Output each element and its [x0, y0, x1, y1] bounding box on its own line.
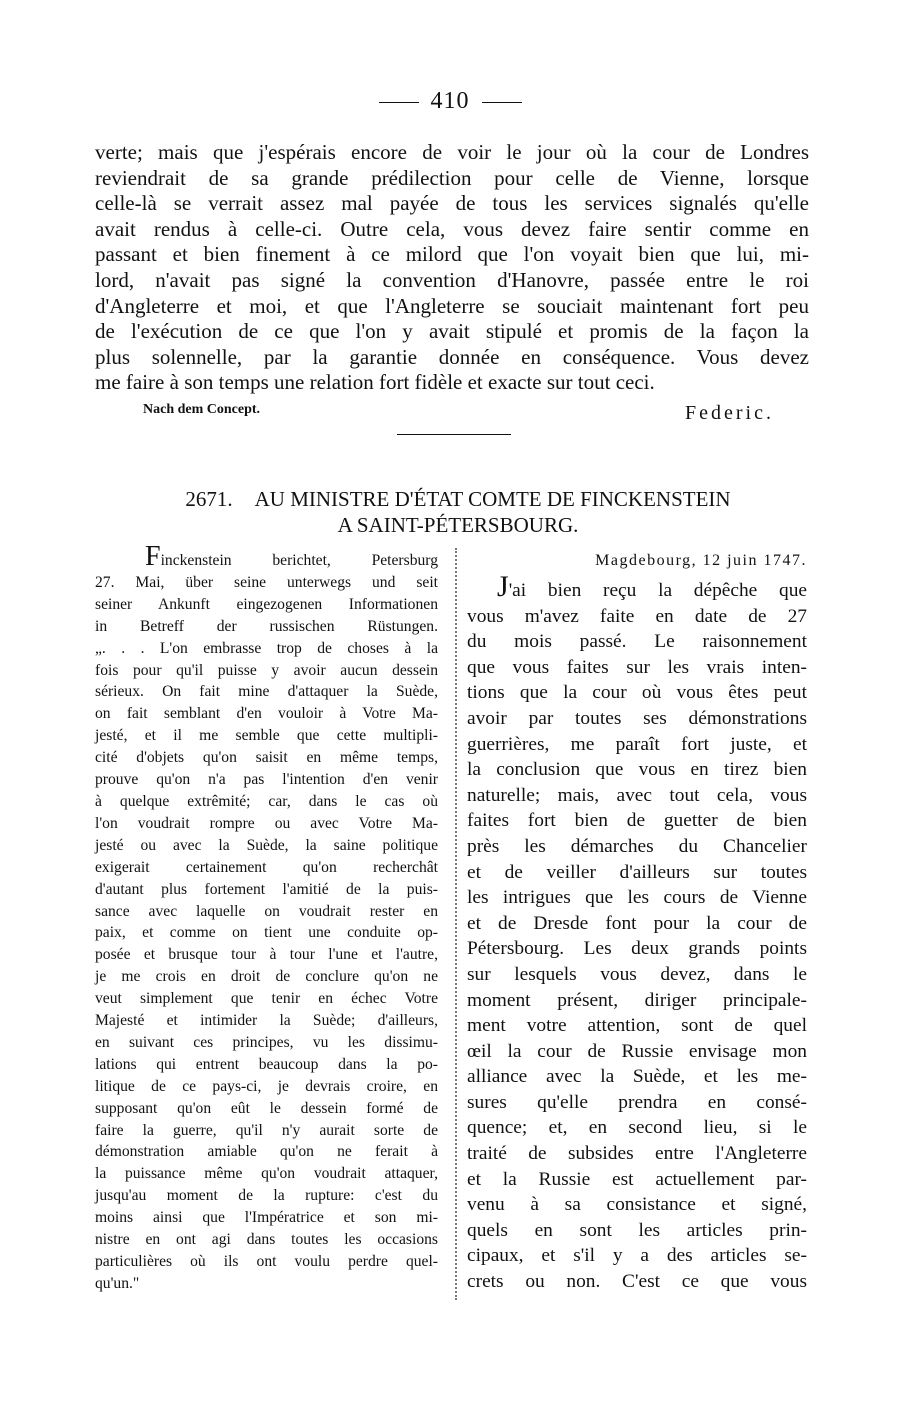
summary-line: jusqu'au moment de la rupture: c'est du	[95, 1187, 438, 1205]
summary-line: in Betreff der russischen Rüstungen.	[95, 617, 438, 635]
summary-line: moins ainsi que l'Impératrice et son mi-	[95, 1209, 438, 1227]
summary-line: sérieux. On fait mine d'attaquer la Suède,	[95, 683, 438, 701]
letter-line: la conclusion que vous en tirez bien	[467, 759, 807, 781]
summary-first-line	[95, 541, 438, 572]
letter-line: cipaux, et s'il y a des articles se-	[467, 1245, 807, 1267]
dateline: Magdebourg, 12 juin 1747.	[595, 552, 807, 569]
continued-text-line: passant et bien finement à ce milord que l'on voyait bien que lui, mi-	[95, 242, 809, 267]
summary-line: jesté, et il me semble que cette multipli-	[95, 727, 438, 745]
letter-line: avoir par toutes ses démonstrations	[467, 707, 807, 729]
letter-line: près les démarches du Chancelier	[467, 835, 807, 857]
page-number	[0, 88, 900, 115]
signature: Federic.	[685, 402, 774, 424]
letter-line: moment présent, diriger principale-	[467, 989, 807, 1011]
summary-line: posée et brusque tour à tour l'une et l'autre,	[95, 946, 438, 964]
heading-title: AU MINISTRE D'ÉTAT COMTE DE FINCKENSTEIN	[254, 487, 731, 511]
page-number-dash-right	[482, 102, 522, 103]
summary-column	[95, 541, 438, 1295]
letter-line: quels en sont les articles prin-	[467, 1219, 807, 1241]
summary-dropcap: F	[145, 541, 161, 572]
summary-first-line-text: inckenstein berichtet, Petersburg	[160, 552, 438, 569]
letter-line: quence; et, en second lieu, si le	[467, 1117, 807, 1139]
source-note: Nach dem Concept.	[143, 402, 261, 417]
summary-line: je me crois en droit de conclure qu'on ne	[95, 968, 438, 986]
heading-line-1	[118, 486, 798, 512]
summary-line: prouve qu'on n'a pas l'intention d'en venir	[95, 771, 438, 789]
section-separator-rule	[397, 434, 511, 435]
summary-line: seiner Ankunft eingezogenen Informationen	[95, 595, 438, 613]
summary-line: supposant qu'on eût le dessein formé de	[95, 1099, 438, 1117]
letter-initial: J	[497, 570, 509, 603]
summary-line: litique de ce pays-ci, je devrais croire, en	[95, 1077, 438, 1095]
summary-line: nistre en ont agi dans toutes les occasions	[95, 1231, 438, 1249]
letter-line: faites fort bien de guetter de bien	[467, 810, 807, 832]
continued-text-line: me faire à son temps une relation fort fidèle et exacte sur tout ceci.	[95, 370, 655, 395]
letter-line: vous m'avez faite en date de 27	[467, 605, 807, 627]
letter-line: ment votre attention, sont de quel	[467, 1015, 807, 1037]
summary-line: faire la guerre, qu'il n'y aurait sorte de	[95, 1121, 438, 1139]
letter-column	[467, 550, 807, 1295]
continued-text-line: celle-là se verrait assez mal payée de tous les services signalés qu'elle	[95, 191, 809, 216]
continued-text-line: avait rendus à celle-ci. Outre cela, vous devez faire sentir comme en	[95, 216, 809, 241]
summary-line: Majesté et intimider la Suède; d'ailleurs,	[95, 1012, 438, 1030]
summary-line: 27. Mai, über seine unterwegs und seit	[95, 573, 438, 591]
summary-line: exigerait certainement qu'on recherchât	[95, 858, 438, 876]
summary-line: cité d'objets qu'on saisit en même temps,	[95, 749, 438, 767]
letter-lines	[467, 604, 807, 1295]
letter-line: venu à sa consistance et signé,	[467, 1194, 807, 1216]
summary-line: paix, et comme on tient une conduite op-	[95, 924, 438, 942]
continued-text-line: verte; mais que j'espérais encore de voir le jour où la cour de Londres	[95, 140, 809, 164]
document-number: 2671.	[185, 487, 233, 511]
summary-line: la puissance même qu'on voudrait attaquer,	[95, 1165, 438, 1183]
letter-line: et de veiller d'ailleurs sur toutes	[467, 861, 807, 883]
summary-line: jesté ou avec la Suède, la saine politique	[95, 836, 438, 854]
letter-first-line	[467, 570, 807, 604]
letter-line: Pétersbourg. Les deux grands points	[467, 938, 807, 960]
summary-lines	[95, 572, 438, 1295]
summary-line: sance avec laquelle on voudrait rester en	[95, 902, 438, 920]
summary-line: démonstration amiable qu'on ne ferait à	[95, 1143, 438, 1161]
continued-text-line: reviendrait de sa grande prédilection pour celle de Vienne, lorsque	[95, 165, 809, 190]
summary-line: l'on voudrait rompre ou avec Votre Ma-	[95, 814, 438, 832]
heading-line-2: A SAINT-PÉTERSBOURG.	[337, 513, 579, 537]
letter-line: sures qu'elle prendra en consé-	[467, 1091, 807, 1113]
summary-line: en suivant ces principes, vu les dissimu-	[95, 1033, 438, 1051]
letter-line: alliance avec la Suède, et les me-	[467, 1066, 807, 1088]
summary-line: lations qui entrent beaucoup dans la po-	[95, 1055, 438, 1073]
letter-line: sur lesquels vous devez, dans le	[467, 963, 807, 985]
summary-line: d'autant plus fortement l'amitié de la puis-	[95, 880, 438, 898]
continued-text-line: plus solennelle, par la garantie donnée en conséquence. Vous devez	[95, 344, 809, 369]
letter-line: guerrières, me paraît fort juste, et	[467, 733, 807, 755]
summary-line: particulières où ils ont voulu perdre quel-	[95, 1253, 438, 1270]
page-number-dash-left	[379, 102, 419, 103]
letter-line: naturelle; mais, avec tout cela, vous	[467, 784, 807, 806]
summary-line: fois pour qu'il puisse y avoir aucun dessein	[95, 661, 438, 679]
summary-line: „. . . L'on embrasse trop de choses à la	[95, 639, 438, 657]
continued-text-line: d'Angleterre et moi, et que l'Angleterre se souciait maintenant fort peu	[95, 293, 809, 318]
document-heading	[118, 486, 798, 538]
letter-line: du mois passé. Le raisonnement	[467, 631, 807, 653]
continued-text-line: lord, n'avait pas signé la convention d'Hanovre, passée entre le roi	[95, 267, 809, 292]
summary-line: on fait semblant d'en vouloir à Votre Ma-	[95, 705, 438, 723]
column-divider	[455, 548, 457, 1300]
letter-line: et la Russie est actuellement par-	[467, 1168, 807, 1190]
continued-text-line: de l'exécution de ce que l'on y avait stipulé et promis de la façon la	[95, 319, 809, 344]
letter-line: crets ou non. C'est ce que vous	[467, 1271, 807, 1293]
letter-line: traité de subsides entre l'Angleterre	[467, 1143, 807, 1165]
letter-line: tions que la cour où vous êtes peut	[467, 682, 807, 704]
letter-line: les intrigues que les cours de Vienne	[467, 887, 807, 909]
letter-line: œil la cour de Russie envisage mon	[467, 1040, 807, 1062]
letter-line: et de Dresde font pour la cour de	[467, 912, 807, 934]
letter-first-line-text: 'ai bien reçu la dépêche que	[508, 580, 807, 601]
letter-line: que vous faites sur les vrais inten-	[467, 656, 807, 678]
summary-line: veut simplement que tenir en échec Votre	[95, 990, 438, 1008]
continued-letter-text	[95, 140, 809, 396]
summary-line: à quelque extrêmité; car, dans le cas où	[95, 792, 438, 810]
summary-line: qu'un."	[95, 1274, 140, 1292]
page-number-text: 410	[430, 88, 470, 114]
